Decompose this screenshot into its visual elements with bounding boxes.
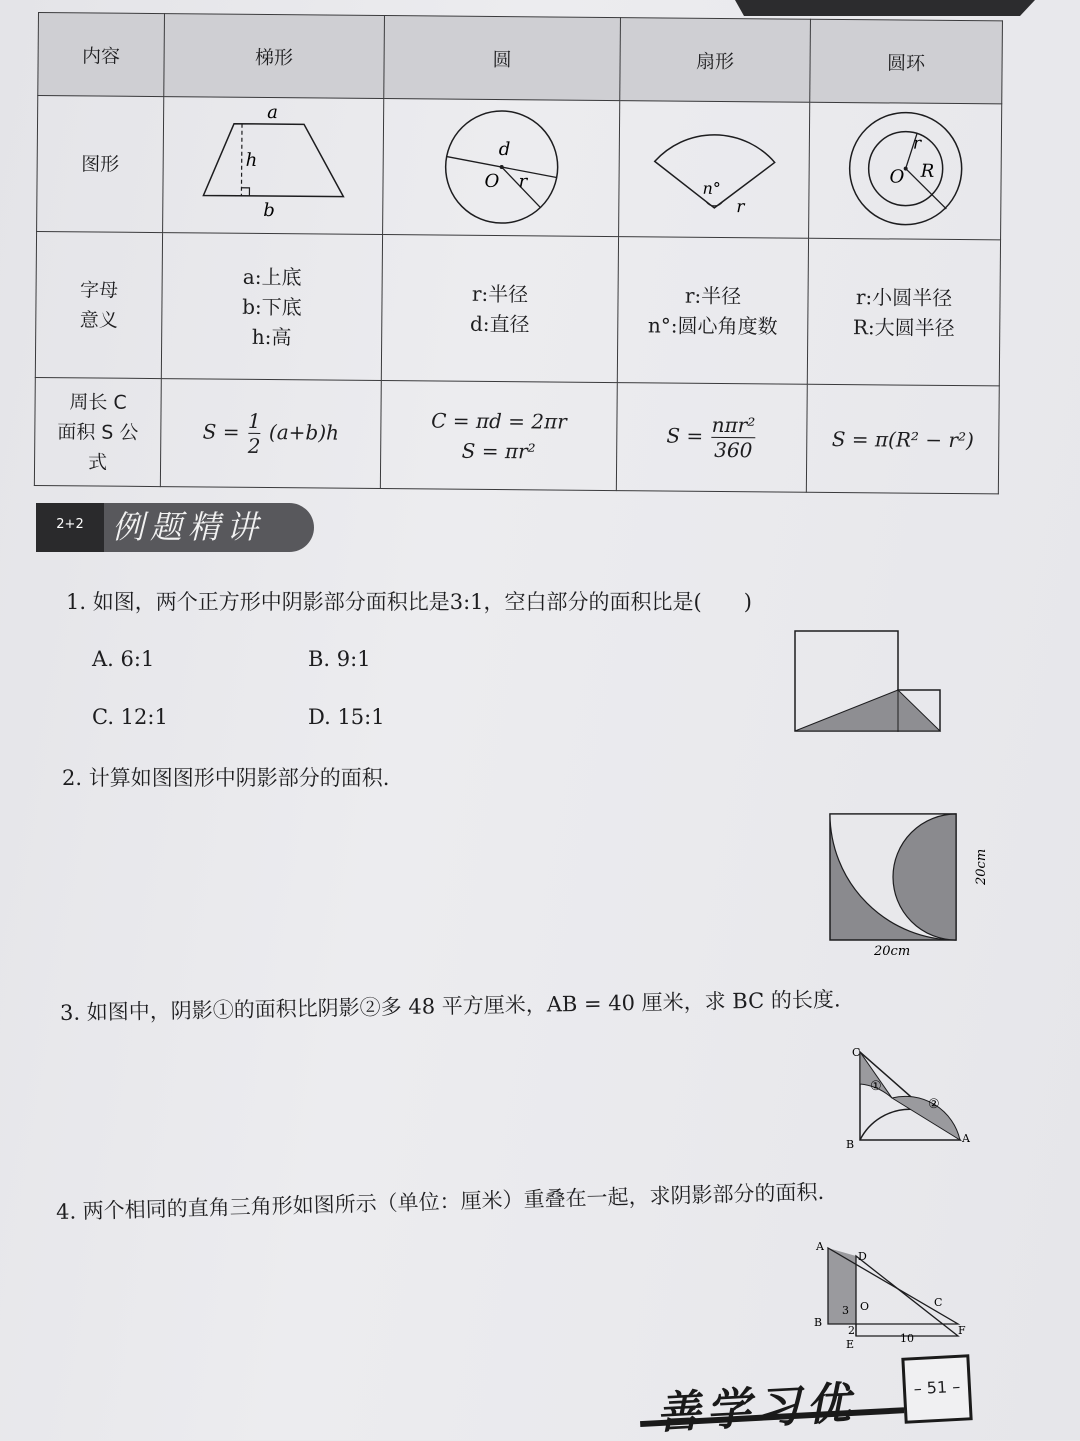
label-h: h	[245, 149, 257, 171]
question-4-text: 4. 两个相同的直角三角形如图所示（单位：厘米）重叠在一起，求阴影部分的面积.	[55, 1179, 825, 1224]
q4-label-o: O	[860, 1300, 870, 1313]
circle-figure	[436, 104, 567, 225]
cell-trapezoid-figure	[163, 97, 384, 235]
q1-option-c: C. 12:1	[92, 705, 168, 729]
q4-label-c: C	[934, 1296, 943, 1309]
cell-ring-formula: S = π(R² − r²)	[806, 384, 999, 494]
table-row-letters	[35, 231, 1000, 385]
q2-square-figure	[826, 810, 989, 960]
cell-trapezoid-formula: S = $\frac{1}{2}$ (a+b)h	[160, 379, 381, 489]
header-trapezoid: 梯形	[164, 14, 385, 99]
table-header-row	[38, 13, 1003, 104]
label-r: r	[517, 171, 527, 193]
cell-sector-figure	[619, 101, 810, 239]
label-d: d	[498, 139, 510, 161]
q1-option-b: B. 9:1	[308, 647, 371, 671]
question-3-text: 3. 如图中，阴影①的面积比阴影②多 48 平方厘米，AB = 40 厘米，求 BC 的长度.	[59, 987, 841, 1025]
q3-label-b: B	[846, 1138, 855, 1151]
sector-figure	[644, 111, 785, 222]
fraction-half: $\frac{1}{2}$	[247, 408, 261, 458]
table-row-figures	[37, 96, 1002, 240]
header-circle: 圆	[384, 16, 621, 101]
q1-option-d: D. 15:1	[308, 705, 385, 729]
q1-option-a: A. 6:1	[92, 647, 155, 671]
cell-circle-formula: C = πd = 2πr S = πr²	[380, 381, 617, 491]
q4-label-2: 2	[848, 1324, 855, 1337]
q4-triangles-figure	[808, 1238, 976, 1350]
label-sector-r: r	[735, 197, 745, 218]
q4-label-b: B	[814, 1316, 823, 1329]
q3-label-a: A	[962, 1132, 970, 1145]
header-content: 内容	[38, 13, 165, 97]
q3-label-shade-2: ②	[928, 1097, 940, 1112]
question-1-text: 1. 如图，两个正方形中阴影部分面积比是3:1，空白部分的面积比是( )	[66, 590, 752, 614]
cell-ring-figure	[809, 102, 1002, 240]
footer-logo: 善学习优	[655, 1377, 858, 1440]
q3-triangle-figure	[842, 1040, 978, 1152]
label-n: n°	[701, 178, 721, 198]
cell-trapezoid-letters: a:上底 b:下底 h:高	[161, 233, 382, 381]
q4-label-a: A	[816, 1240, 824, 1253]
label-ring-big-r: R	[920, 160, 934, 182]
q4-label-3: 3	[842, 1304, 849, 1317]
label-ring-r: r	[912, 133, 921, 154]
cell-circle-letters: r:半径 d:直径	[381, 235, 618, 383]
trapezoid-figure	[193, 103, 354, 222]
table-row-formulas	[34, 377, 999, 493]
label-o: O	[483, 170, 499, 193]
cell-sector-letters: r:半径 n°:圆心角度数	[617, 237, 808, 385]
cell-sector-formula: S = $\frac{\text{nπr²}}{360}$	[616, 383, 807, 493]
q4-label-f: F	[958, 1324, 966, 1337]
row-label-formula: 周长 C 面积 S 公 式	[34, 377, 161, 486]
page-number: – 51 –	[901, 1354, 972, 1423]
label-b: b	[262, 199, 275, 222]
ring-figure	[840, 108, 971, 229]
cell-ring-letters: r:小圆半径 R:大圆半径	[807, 238, 1000, 386]
section-tag: 2+2	[36, 503, 104, 552]
label-ring-o: O	[889, 166, 904, 188]
header-ring: 圆环	[810, 19, 1003, 104]
q1-squares-figure	[790, 628, 946, 736]
q4-label-d: D	[858, 1250, 867, 1263]
section-title: 例题精讲	[112, 508, 265, 546]
fraction-sector: $\frac{\text{nπr²}}{360}$	[711, 412, 756, 463]
row-label-figure: 图形	[37, 96, 164, 233]
q3-label-shade-1: ①	[870, 1079, 882, 1094]
q3-label-c: C	[852, 1046, 861, 1059]
header-strip	[735, 0, 1035, 16]
q2-dim-bottom: 20cm	[874, 944, 911, 959]
formula-table	[34, 12, 1003, 494]
header-sector: 扇形	[620, 18, 811, 103]
q4-label-10: 10	[900, 1332, 914, 1345]
cell-circle-figure	[383, 99, 620, 237]
row-label-letters: 字母 意义	[35, 231, 162, 378]
question-2-text: 2. 计算如图图形中阴影部分的面积.	[62, 766, 390, 790]
q4-label-e: E	[846, 1338, 855, 1351]
label-a: a	[266, 101, 278, 124]
q2-dim-right: 20cm	[974, 848, 989, 885]
